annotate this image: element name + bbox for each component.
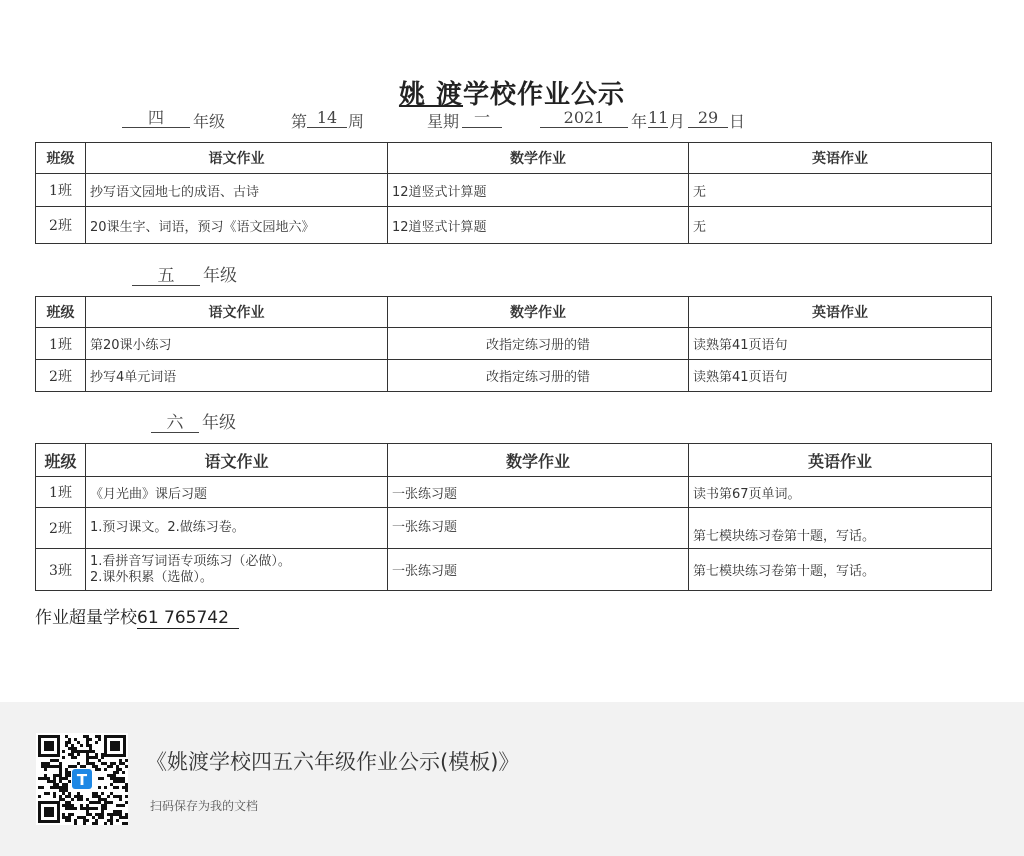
grade6-suffix: 年级 — [202, 413, 236, 433]
week-prefix: 第 — [291, 112, 308, 131]
math-cell: 一张练习题 — [388, 508, 689, 549]
class-cell: 2班 — [36, 360, 86, 392]
week-suffix: 周 — [348, 112, 365, 131]
chinese-cell — [86, 549, 388, 591]
header-english: 英语作业 — [689, 297, 992, 328]
title-rest: 学校作业公示 — [463, 80, 626, 110]
chinese-cell: 抄写4单元词语 — [86, 360, 388, 392]
overload-note — [35, 603, 239, 628]
table-row — [36, 174, 992, 207]
weekday-value: 一 — [462, 109, 502, 128]
qr-code-icon[interactable] — [36, 733, 128, 825]
class-cell: 1班 — [36, 174, 86, 207]
footer-bar — [0, 702, 1024, 856]
month-suffix: 月 — [669, 112, 686, 131]
chinese-line-1: 1.看拼音写词语专项练习（必做）。 — [90, 553, 291, 569]
header-chinese: 语文作业 — [86, 143, 388, 174]
chinese-cell: 1.预习课文。2.做练习卷。 — [86, 508, 388, 549]
table-row — [36, 508, 992, 549]
math-cell: 一张练习题 — [388, 477, 689, 508]
year-value: 2021 — [540, 109, 628, 128]
table-row — [36, 477, 992, 508]
chinese-cell: 第20课小练习 — [86, 328, 388, 360]
grade5-heading — [132, 261, 237, 286]
day-suffix: 日 — [729, 112, 746, 131]
weekday-prefix: 星期 — [427, 112, 460, 131]
header-math: 数学作业 — [388, 297, 689, 328]
table-row — [36, 207, 992, 244]
grade-value: 四 — [122, 109, 190, 128]
date-line — [0, 109, 1024, 133]
class-cell: 2班 — [36, 207, 86, 244]
math-cell: 12道竖式计算题 — [388, 174, 689, 207]
note-prefix: 作业超量学校 — [35, 608, 137, 628]
table-header-row — [36, 444, 992, 477]
math-cell: 12道竖式计算题 — [388, 207, 689, 244]
header-chinese: 语文作业 — [86, 444, 388, 477]
english-cell: 读熟第41页语句 — [689, 360, 992, 392]
header-english: 英语作业 — [689, 444, 992, 477]
chinese-cell: 20课生字、词语，预习《语文园地六》 — [86, 207, 388, 244]
table-row — [36, 549, 992, 591]
english-cell: 第七模块练习卷第十题，写话。 — [689, 549, 992, 591]
chinese-cell: 抄写语文园地七的成语、古诗 — [86, 174, 388, 207]
footer-subtitle: 扫码保存为我的文档 — [150, 799, 259, 813]
english-cell: 读熟第41页语句 — [689, 328, 992, 360]
grade5-value: 五 — [132, 267, 200, 286]
table-row — [36, 360, 992, 392]
chinese-cell: 《月光曲》课后习题 — [86, 477, 388, 508]
english-cell: 无 — [689, 174, 992, 207]
note-phone: 61 765742 — [137, 608, 239, 629]
week-value: 14 — [307, 109, 347, 128]
math-cell: 改指定练习册的错 — [388, 328, 689, 360]
grade-suffix: 年级 — [193, 112, 226, 131]
table-header-row — [36, 143, 992, 174]
english-cell: 第七模块练习卷第十题，写话。 — [689, 508, 992, 549]
class-cell: 3班 — [36, 549, 86, 591]
footer-document-title[interactable]: 《姚渡学校四五六年级作业公示(模板)》 — [146, 750, 520, 774]
class-cell: 1班 — [36, 328, 86, 360]
page-title — [0, 74, 1024, 111]
grade5-table — [35, 296, 992, 392]
header-class: 班级 — [36, 297, 86, 328]
table-row — [36, 328, 992, 360]
header-chinese: 语文作业 — [86, 297, 388, 328]
chinese-line-2: 2.课外积累（选做）。 — [90, 569, 213, 585]
grade6-value: 六 — [151, 414, 199, 433]
header-english: 英语作业 — [689, 143, 992, 174]
year-suffix: 年 — [631, 112, 648, 131]
qr-code-graphic — [36, 733, 128, 825]
header-math: 数学作业 — [388, 143, 689, 174]
svg-text:T: T — [76, 771, 88, 789]
grade4-table — [35, 142, 992, 244]
table-header-row — [36, 297, 992, 328]
header-class: 班级 — [36, 143, 86, 174]
class-cell: 2班 — [36, 508, 86, 549]
header-class: 班级 — [36, 444, 86, 477]
grade6-heading — [151, 408, 236, 433]
math-cell: 一张练习题 — [388, 549, 689, 591]
english-cell: 无 — [689, 207, 992, 244]
english-cell: 读书第67页单词。 — [689, 477, 992, 508]
month-value: 11 — [648, 108, 669, 127]
title-school: 姚 渡 — [398, 80, 464, 110]
day-value: 29 — [688, 109, 728, 128]
grade5-suffix: 年级 — [203, 266, 237, 286]
grade6-table — [35, 443, 992, 591]
class-cell: 1班 — [36, 477, 86, 508]
math-cell: 改指定练习册的错 — [388, 360, 689, 392]
header-math: 数学作业 — [388, 444, 689, 477]
